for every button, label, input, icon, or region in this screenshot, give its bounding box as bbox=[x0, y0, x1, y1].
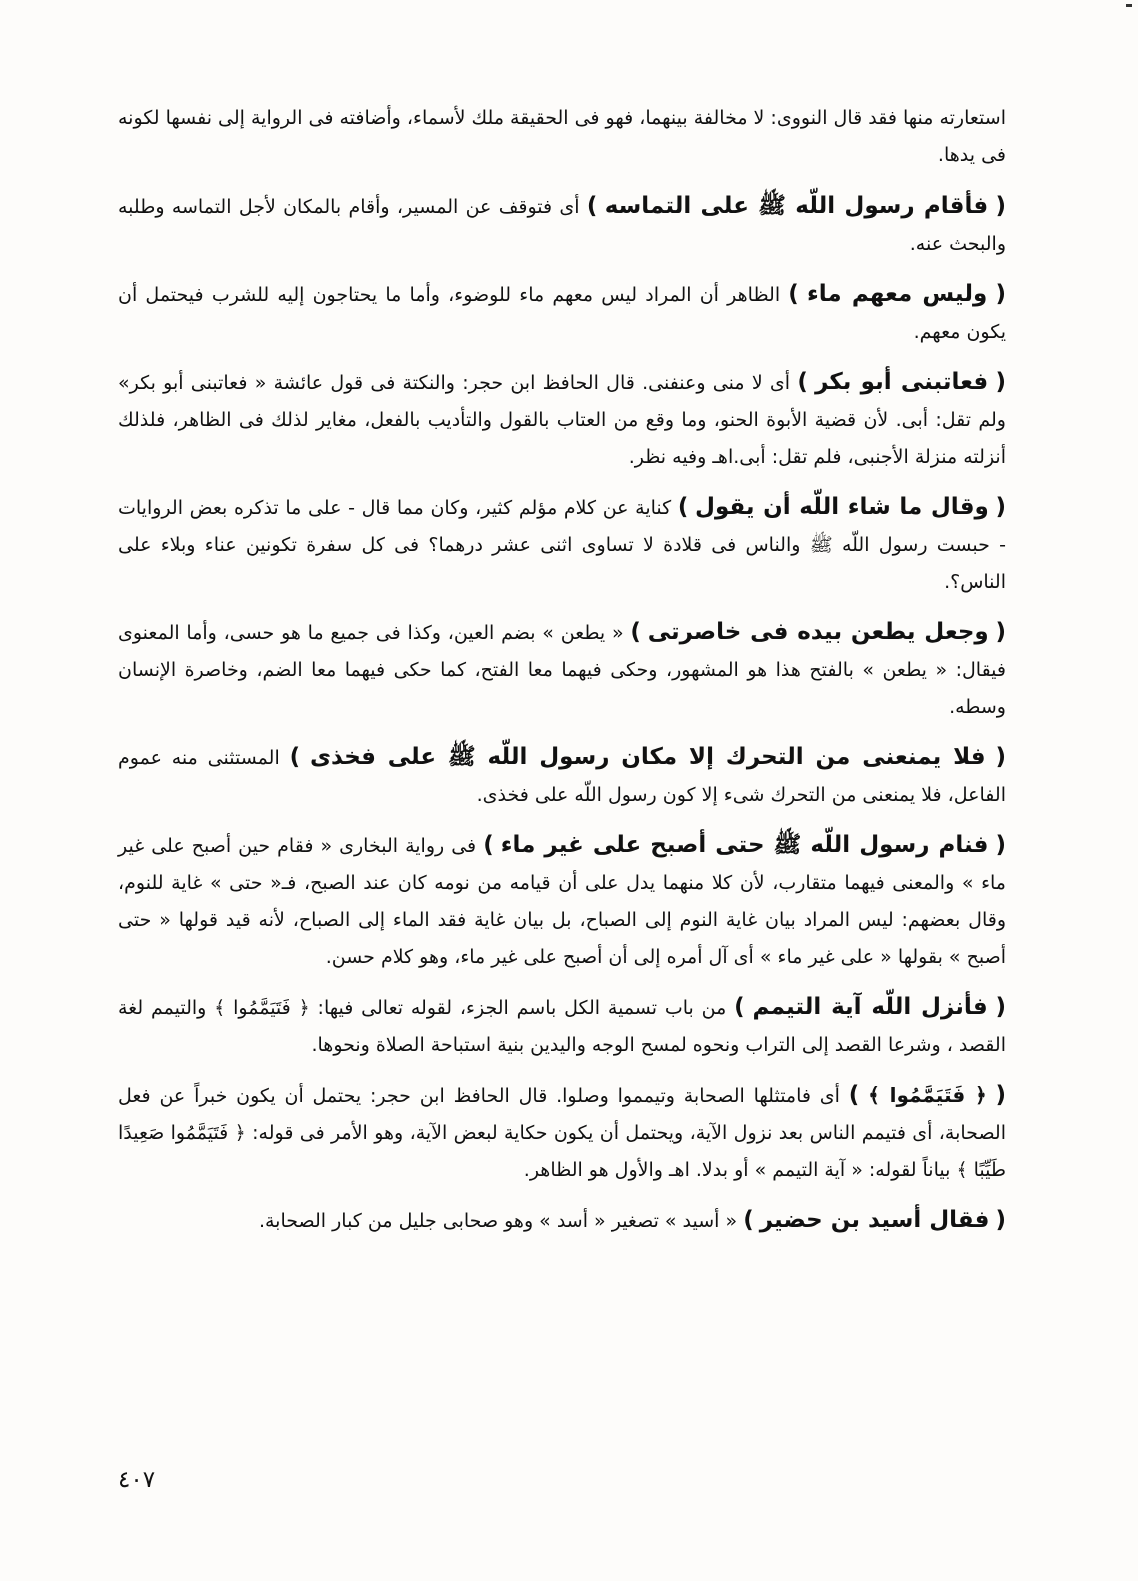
close-paren: ) bbox=[630, 619, 641, 645]
lemma-heading: فعاتبنى أبو بكر bbox=[815, 369, 989, 395]
open-paren: ( bbox=[995, 494, 1006, 520]
paragraph-body: « أسيد » تصغير « أسد » وهو صحابى جليل من كبار الصحابة. bbox=[258, 1210, 738, 1232]
paragraph-body: المستثنى منه عموم الفاعل، فلا يمنعنى من التحرك شىء إلا كون رسول اللّه على فخذى. bbox=[118, 747, 1006, 806]
page-number: ٤٠٧ bbox=[118, 1467, 156, 1493]
paragraph-body: أى فتوقف عن المسير، وأقام بالمكان لأجل التماسه وطلبه والبحث عنه. bbox=[118, 196, 1006, 255]
paragraph-10 bbox=[118, 1202, 1006, 1240]
paragraph-body: كناية عن كلام مؤلم كثير، وكان مما قال - على ما تذكره بعض الروايات - حبست رسول اللّه ﷺ والناس فى قلادة لا تساوى اثنى عشر درهما؟ فى كل سفرة تكونين عناء وبلاء على الناس؟. bbox=[118, 497, 1006, 593]
lemma-heading: فلا يمنعنى من التحرك إلا مكان رسول اللّه ﷺ على فخذى bbox=[309, 744, 986, 770]
paragraph-9 bbox=[118, 1077, 1006, 1189]
close-paren: ) bbox=[788, 281, 799, 307]
open-paren: ( bbox=[995, 619, 1007, 645]
paragraph-6 bbox=[118, 739, 1006, 814]
paragraph-body: استعارته منها فقد قال النووى: لا مخالفة بينهما، فهو فى الحقيقة ملك لأسماء، وأضافته فى الرواية إلى نفسها لكونه فى يدها. bbox=[118, 107, 1006, 166]
close-paren: ) bbox=[483, 832, 494, 858]
paragraph-8 bbox=[118, 989, 1006, 1064]
lemma-heading: وقال ما شاء اللّه أن يقول bbox=[694, 494, 989, 520]
lemma-heading: فنام رسول اللّه ﷺ حتى أصبح على غير ماء bbox=[500, 832, 989, 858]
paragraph-5 bbox=[118, 614, 1006, 726]
scan-mark bbox=[1126, 4, 1132, 7]
open-paren: ( bbox=[995, 369, 1006, 395]
paragraph-1 bbox=[118, 188, 1006, 263]
close-paren: ) bbox=[743, 1207, 754, 1233]
paragraph-body: من باب تسمية الكل باسم الجزء، لقوله تعالى فيها: ﴿ فَتَيَمَّمُوا ﴾ والتيمم لغة القصد ، وشرعا القصد إلى التراب ونحوه لمسح الوجه واليدين بنية استباحة الصلاة ونحوها. bbox=[118, 997, 1006, 1056]
close-paren: ) bbox=[734, 994, 745, 1020]
paragraph-body: أى لا منى وعنفنى. قال الحافظ ابن حجر: والنكتة فى قول عائشة « فعاتبنى أبو بكر» ولم تقل: أبى. لأن قضية الأبوة الحنو، وما وقع من العتاب بالقول والتأديب بالفعل، مغاير لذلك فى الظاهر، فلذلك أنزلته منزلة الأجنبى، فلم تقل: أبى.اهـ وفيه نظر. bbox=[118, 372, 1006, 468]
paragraph-2 bbox=[118, 276, 1006, 351]
open-paren: ( bbox=[995, 193, 1007, 219]
paragraph-body: « يطعن » بضم العين، وكذا فى جميع ما هو حسى، وأما المعنوى فيقال: « يطعن » بالفتح هذا هو المشهور، وحكى فيهما معا الفتح، كما حكى فيهما معا الضم، وخاصرة الإنسان وسطه. bbox=[118, 622, 1006, 718]
close-paren: ) bbox=[848, 1082, 860, 1108]
close-paren: ) bbox=[677, 494, 689, 520]
open-paren: ( bbox=[995, 1082, 1007, 1108]
commentary-text bbox=[118, 100, 1006, 1253]
lemma-heading: ﴿ فَتَيَمَّمُوا ﴾ bbox=[868, 1083, 987, 1107]
lemma-heading: فأقام رسول اللّه ﷺ على التماسه bbox=[604, 193, 989, 219]
paragraph-4 bbox=[118, 489, 1006, 601]
paragraph-0 bbox=[118, 100, 1006, 174]
lemma-heading: وجعل يطعن بيده فى خاصرتى bbox=[647, 619, 989, 645]
open-paren: ( bbox=[995, 744, 1006, 770]
lemma-heading: فأنزل اللّه آية التيمم bbox=[752, 994, 988, 1020]
paragraph-3 bbox=[118, 364, 1006, 476]
open-paren: ( bbox=[995, 1207, 1006, 1233]
paragraph-body: أى فامتثلها الصحابة وتيمموا وصلوا. قال الحافظ ابن حجر: يحتمل أن يكون خبراً عن فعل الصحابة، أى فتيمم الناس بعد نزول الآية، ويحتمل أن يكون حكاية لبعض الآية، وهو الأمر فى قوله: ﴿ فَتَيَمَّمُوا صَعِيدًا طَيِّبًا ﴾ بياناً لقوله: « آية التيمم » أو بدلا. اهـ والأول هو الظاهر. bbox=[118, 1085, 1006, 1181]
close-paren: ) bbox=[289, 744, 301, 770]
lemma-heading: فقال أسيد بن حضير bbox=[759, 1207, 990, 1233]
paragraph-7 bbox=[118, 827, 1006, 976]
close-paren: ) bbox=[586, 193, 598, 219]
open-paren: ( bbox=[995, 281, 1006, 307]
open-paren: ( bbox=[995, 832, 1006, 858]
lemma-heading: وليس معهم ماء bbox=[807, 281, 988, 307]
close-paren: ) bbox=[797, 369, 808, 395]
paragraph-body: فى رواية البخارى « فقام حين أصبح على غير ماء » والمعنى فيهما متقارب، لأن كلا منهما يدل على أن قيامه من نومه كان عند الصبح، فـ« حتى » غاية للنوم، وقال بعضهم: ليس المراد بيان غاية النوم إلى الصباح، بل بيان غاية فقد الماء إلى الصباح، لأنه قيد قولها « حتى أصبح » بقولها « على غير ماء » أى آل أمره إلى أن أصبح على غير ماء، وهو كلام حسن. bbox=[118, 835, 1006, 968]
open-paren: ( bbox=[995, 994, 1006, 1020]
paragraph-body: الظاهر أن المراد ليس معهم ماء للوضوء، وأما ما يحتاجون إليه للشرب فيحتمل أن يكون معهم. bbox=[118, 284, 1006, 343]
